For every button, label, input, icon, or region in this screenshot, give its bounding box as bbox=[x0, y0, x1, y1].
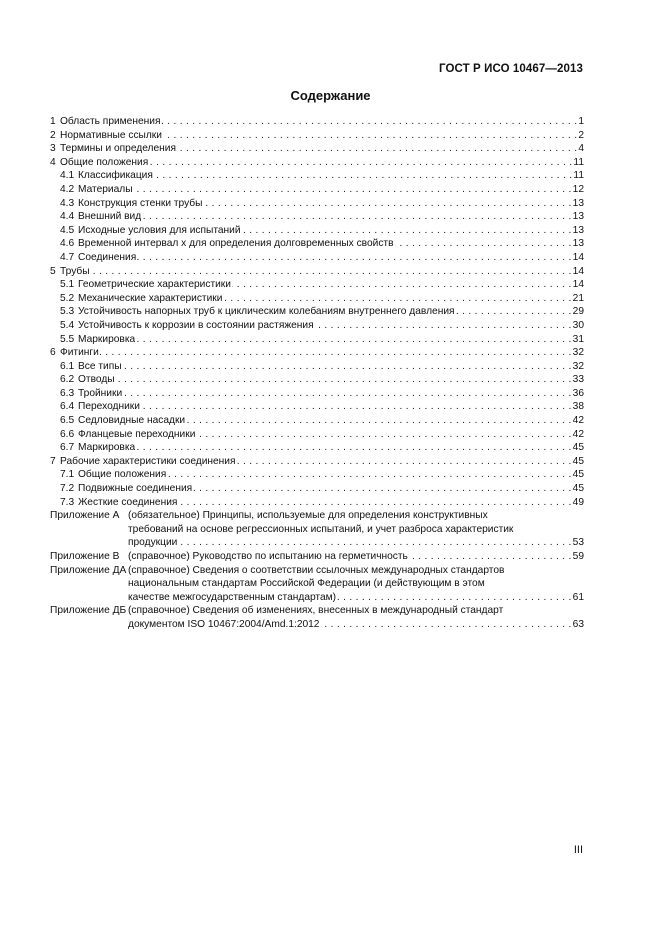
toc-entry-title: Устойчивость к коррозии в состоянии растяжения bbox=[78, 319, 314, 331]
appendix-title-line: качестве межгосударственным стандартам) bbox=[128, 591, 337, 603]
toc-entry-page: 42 bbox=[572, 428, 584, 440]
toc-entry-page: 45 bbox=[572, 455, 584, 467]
appendix-title-line: национальным стандартам Российской Федерации (и действующим в этом bbox=[128, 578, 485, 590]
toc-entry-page: 30 bbox=[572, 319, 584, 331]
document-code: ГОСТ Р ИСО 10467—2013 bbox=[438, 63, 583, 75]
toc-entry-number: 6.3 bbox=[60, 387, 75, 399]
dot-leader bbox=[315, 319, 572, 333]
toc-entry[interactable] bbox=[50, 400, 584, 414]
toc-entry[interactable] bbox=[50, 373, 584, 387]
toc-entry-title: Фланцевые переходники bbox=[78, 428, 196, 440]
dot-leader bbox=[223, 292, 571, 306]
toc-entry-page: 13 bbox=[572, 211, 584, 223]
toc-entry[interactable] bbox=[50, 142, 584, 156]
toc-entry-page: 63 bbox=[572, 618, 584, 630]
toc-entry-page: 14 bbox=[572, 279, 584, 291]
toc-entry-title: Конструкция стенки трубы bbox=[78, 197, 203, 209]
dot-leader bbox=[242, 224, 572, 238]
dot-leader bbox=[186, 414, 572, 428]
toc-entry-number: 6 bbox=[50, 347, 56, 359]
toc-entry-title: Классификация bbox=[78, 170, 153, 182]
toc-entry[interactable] bbox=[50, 428, 584, 442]
dot-leader bbox=[123, 387, 572, 401]
toc-entry-title: Временной интервал x для определения долговременных свойств bbox=[78, 238, 394, 250]
toc-entry[interactable] bbox=[50, 197, 584, 211]
toc-entry-page: 45 bbox=[572, 442, 584, 454]
toc-entry[interactable] bbox=[50, 224, 584, 238]
toc-entry-number: 6.6 bbox=[60, 428, 75, 440]
toc-entry-number: 6.7 bbox=[60, 442, 75, 454]
toc-entry[interactable] bbox=[50, 156, 584, 170]
dot-leader bbox=[409, 550, 572, 564]
toc-entry-title: Подвижные соединения bbox=[78, 483, 193, 495]
toc-entry-page: 4 bbox=[578, 143, 584, 155]
dot-leader bbox=[142, 210, 572, 224]
toc-entry-page: 13 bbox=[572, 238, 584, 250]
appendix-title-line: (обязательное) Принципы, используемые для определения конструктивных bbox=[128, 510, 488, 522]
appendix-title-line: документом ISO 10467:2004/Amd.1:2012 bbox=[128, 618, 320, 630]
dot-leader bbox=[141, 400, 572, 414]
appendix-label: Приложение А bbox=[50, 510, 120, 522]
toc-appendix-entry[interactable] bbox=[50, 564, 584, 605]
toc-entry-number: 4.2 bbox=[60, 183, 75, 195]
appendix-title-line: (справочное) Сведения об изменениях, внесенных в международный стандарт bbox=[128, 605, 504, 617]
toc-entry-number: 5 bbox=[50, 265, 56, 277]
toc-entry-title: Маркировка bbox=[78, 442, 136, 454]
toc-entry[interactable] bbox=[50, 387, 584, 401]
appendix-last-line bbox=[128, 550, 584, 564]
toc-entry-page: 11 bbox=[573, 156, 584, 168]
appendix-last-line bbox=[128, 591, 584, 605]
toc-entry[interactable] bbox=[50, 441, 584, 455]
toc-entry-number: 4 bbox=[50, 156, 56, 168]
toc-entry[interactable] bbox=[50, 333, 584, 347]
appendix-last-line bbox=[128, 536, 584, 550]
appendix-label: Приложение В bbox=[50, 551, 120, 562]
toc-entry-title: Материалы bbox=[78, 183, 133, 195]
toc-entry-title: Отводы bbox=[78, 374, 115, 386]
toc-entry-number: 6.2 bbox=[60, 374, 75, 386]
dot-leader bbox=[395, 237, 572, 251]
dot-leader bbox=[116, 373, 572, 387]
toc-entry[interactable] bbox=[50, 129, 584, 143]
toc-entry-title: Рабочие характеристики соединения bbox=[60, 455, 236, 467]
toc-entry-number: 5.1 bbox=[60, 279, 75, 291]
toc-entry-number: 5.5 bbox=[60, 333, 75, 345]
toc-entry-number: 5.3 bbox=[60, 306, 75, 318]
toc-entry-page: 42 bbox=[572, 415, 584, 427]
toc-entry-page: 14 bbox=[572, 265, 584, 277]
dot-leader bbox=[100, 346, 572, 360]
appendix-body bbox=[128, 604, 584, 631]
appendix-body bbox=[128, 550, 584, 564]
dot-leader bbox=[237, 455, 572, 469]
toc-entry-number: 4.5 bbox=[60, 224, 75, 236]
toc-entry-page: 11 bbox=[573, 170, 584, 182]
toc-entry-title: Общие положения bbox=[60, 156, 149, 168]
appendix-title-line: (справочное) Руководство по испытанию на герметичность bbox=[128, 551, 408, 562]
toc-entry[interactable] bbox=[50, 183, 584, 197]
toc-entry[interactable] bbox=[50, 455, 584, 469]
dot-leader bbox=[149, 156, 572, 170]
toc-entry-title: Седловидные насадки bbox=[78, 415, 186, 427]
toc-entry-page: 29 bbox=[572, 306, 584, 318]
toc-entry-title: Соединения bbox=[78, 251, 137, 263]
dot-leader bbox=[136, 333, 571, 347]
dot-leader bbox=[203, 197, 571, 211]
dot-leader bbox=[91, 265, 572, 279]
toc-entry[interactable] bbox=[50, 360, 584, 374]
dot-leader bbox=[456, 305, 572, 319]
toc-appendix-entry[interactable] bbox=[50, 509, 584, 550]
toc-entry-page: 31 bbox=[572, 333, 584, 345]
toc-entry-title: Термины и определения bbox=[60, 143, 176, 155]
appendix-title-line: (справочное) Сведения о соответствии ссылочных международных стандартов bbox=[128, 564, 505, 576]
dot-leader bbox=[320, 618, 571, 632]
dot-leader bbox=[232, 278, 572, 292]
dot-leader bbox=[193, 482, 572, 496]
toc-entry[interactable] bbox=[50, 292, 584, 306]
toc-entry-page: 36 bbox=[572, 387, 584, 399]
toc-entry-page: 49 bbox=[572, 496, 584, 508]
toc-entry-number: 7.3 bbox=[60, 496, 75, 508]
page-title: Содержание bbox=[290, 88, 371, 103]
toc-entry-number: 1 bbox=[50, 116, 56, 127]
toc-entry-number: 2 bbox=[50, 129, 56, 141]
toc-entry-page: 59 bbox=[572, 551, 584, 562]
toc-entry[interactable] bbox=[50, 115, 584, 129]
toc-entry-page: 32 bbox=[572, 360, 584, 372]
appendix-last-line bbox=[128, 618, 584, 632]
toc-entry-title: Геометрические характеристики bbox=[78, 279, 231, 291]
toc-entry[interactable] bbox=[50, 251, 584, 265]
toc-entry-title: Переходники bbox=[78, 401, 140, 413]
dot-leader bbox=[196, 428, 571, 442]
toc-entry-page: 2 bbox=[578, 129, 584, 141]
toc-entry[interactable] bbox=[50, 265, 584, 279]
toc-entry[interactable] bbox=[50, 237, 584, 251]
toc-entry[interactable] bbox=[50, 482, 584, 496]
dot-leader bbox=[137, 251, 571, 265]
toc-entry-number: 7 bbox=[50, 455, 56, 467]
toc-entry[interactable] bbox=[50, 496, 584, 510]
toc-entry[interactable] bbox=[50, 278, 584, 292]
toc-entry-number: 4.1 bbox=[60, 170, 75, 182]
toc-entry-page: 21 bbox=[572, 292, 584, 304]
toc-entry[interactable] bbox=[50, 319, 584, 333]
toc-entry-title: Жесткие соединения bbox=[78, 496, 178, 508]
toc-entry-number: 4.7 bbox=[60, 251, 75, 263]
dot-leader bbox=[136, 441, 571, 455]
appendix-label: Приложение ДА bbox=[50, 564, 127, 576]
toc-entry-title: Область применения bbox=[60, 116, 161, 127]
toc-entry-title: Внешний вид bbox=[78, 211, 142, 223]
toc-entry[interactable] bbox=[50, 305, 584, 319]
toc-entry-page: 33 bbox=[572, 374, 584, 386]
toc-entry-page: 61 bbox=[572, 591, 584, 603]
toc-entry-number: 7.2 bbox=[60, 483, 75, 495]
toc-entry-number: 6.5 bbox=[60, 415, 75, 427]
toc-appendix-entry[interactable] bbox=[50, 550, 584, 564]
toc-entry-title: Нормативные ссылки bbox=[60, 129, 162, 141]
dot-leader bbox=[178, 496, 571, 510]
toc-entry-title: Фитинги bbox=[60, 347, 99, 359]
toc-entry-number: 4.6 bbox=[60, 238, 75, 250]
toc-entry[interactable] bbox=[50, 346, 584, 360]
toc-entry-title: Общие положения bbox=[78, 469, 167, 481]
toc-entry-page: 38 bbox=[572, 401, 584, 413]
toc-entry-title: Тройники bbox=[78, 387, 123, 399]
toc-entry-title: Маркировка bbox=[78, 333, 136, 345]
toc-entry-page: 53 bbox=[572, 537, 584, 549]
appendix-body bbox=[128, 564, 584, 605]
toc-entry-page: 45 bbox=[572, 469, 584, 481]
toc-entry-number: 5.2 bbox=[60, 292, 75, 304]
dot-leader bbox=[178, 536, 571, 550]
dot-leader bbox=[177, 142, 577, 156]
dot-leader bbox=[154, 169, 573, 183]
toc-entry-title: Все типы bbox=[78, 360, 122, 372]
toc-appendix-entry[interactable] bbox=[50, 604, 584, 631]
toc-entry-page: 12 bbox=[572, 183, 584, 195]
toc-entry-number: 6.1 bbox=[60, 360, 75, 372]
toc-entry-number: 5.4 bbox=[60, 319, 75, 331]
toc-entry-page: 13 bbox=[572, 197, 584, 209]
toc-entry-number: 4.3 bbox=[60, 197, 75, 209]
toc-entry-page: 14 bbox=[572, 251, 584, 263]
toc-entry-number: 3 bbox=[50, 143, 56, 155]
dot-leader bbox=[337, 591, 572, 605]
dot-leader bbox=[134, 183, 572, 197]
table-of-contents bbox=[50, 115, 584, 632]
toc-entry-number: 4.4 bbox=[60, 211, 75, 223]
toc-entry-title: Устойчивость напорных труб к циклическим колебаниям внутреннего давления bbox=[78, 306, 455, 318]
appendix-title-line: требований на основе регрессионных испытаний, и учет разброса характеристик bbox=[128, 523, 514, 535]
appendix-label: Приложение ДБ bbox=[50, 605, 127, 617]
toc-entry-page: 13 bbox=[572, 224, 584, 236]
toc-entry[interactable] bbox=[50, 169, 584, 183]
toc-entry-page: 32 bbox=[572, 347, 584, 359]
dot-leader bbox=[167, 468, 571, 482]
appendix-body bbox=[128, 509, 584, 550]
toc-entry-title: Исходные условия для испытаний bbox=[78, 224, 241, 236]
toc-entry[interactable] bbox=[50, 414, 584, 428]
toc-entry-title: Трубы bbox=[60, 265, 90, 277]
toc-entry[interactable] bbox=[50, 210, 584, 224]
toc-entry-title: Механические характеристики bbox=[78, 292, 223, 304]
dot-leader bbox=[163, 129, 577, 143]
toc-entry-number: 6.4 bbox=[60, 401, 75, 413]
toc-entry-number: 7.1 bbox=[60, 469, 75, 481]
toc-entry-page: 45 bbox=[572, 483, 584, 495]
page-number: III bbox=[573, 844, 583, 856]
toc-entry[interactable] bbox=[50, 468, 584, 482]
dot-leader bbox=[123, 360, 572, 374]
toc-entry-page: 1 bbox=[578, 116, 584, 127]
dot-leader bbox=[161, 115, 577, 129]
appendix-title-line: продукции bbox=[128, 537, 178, 549]
